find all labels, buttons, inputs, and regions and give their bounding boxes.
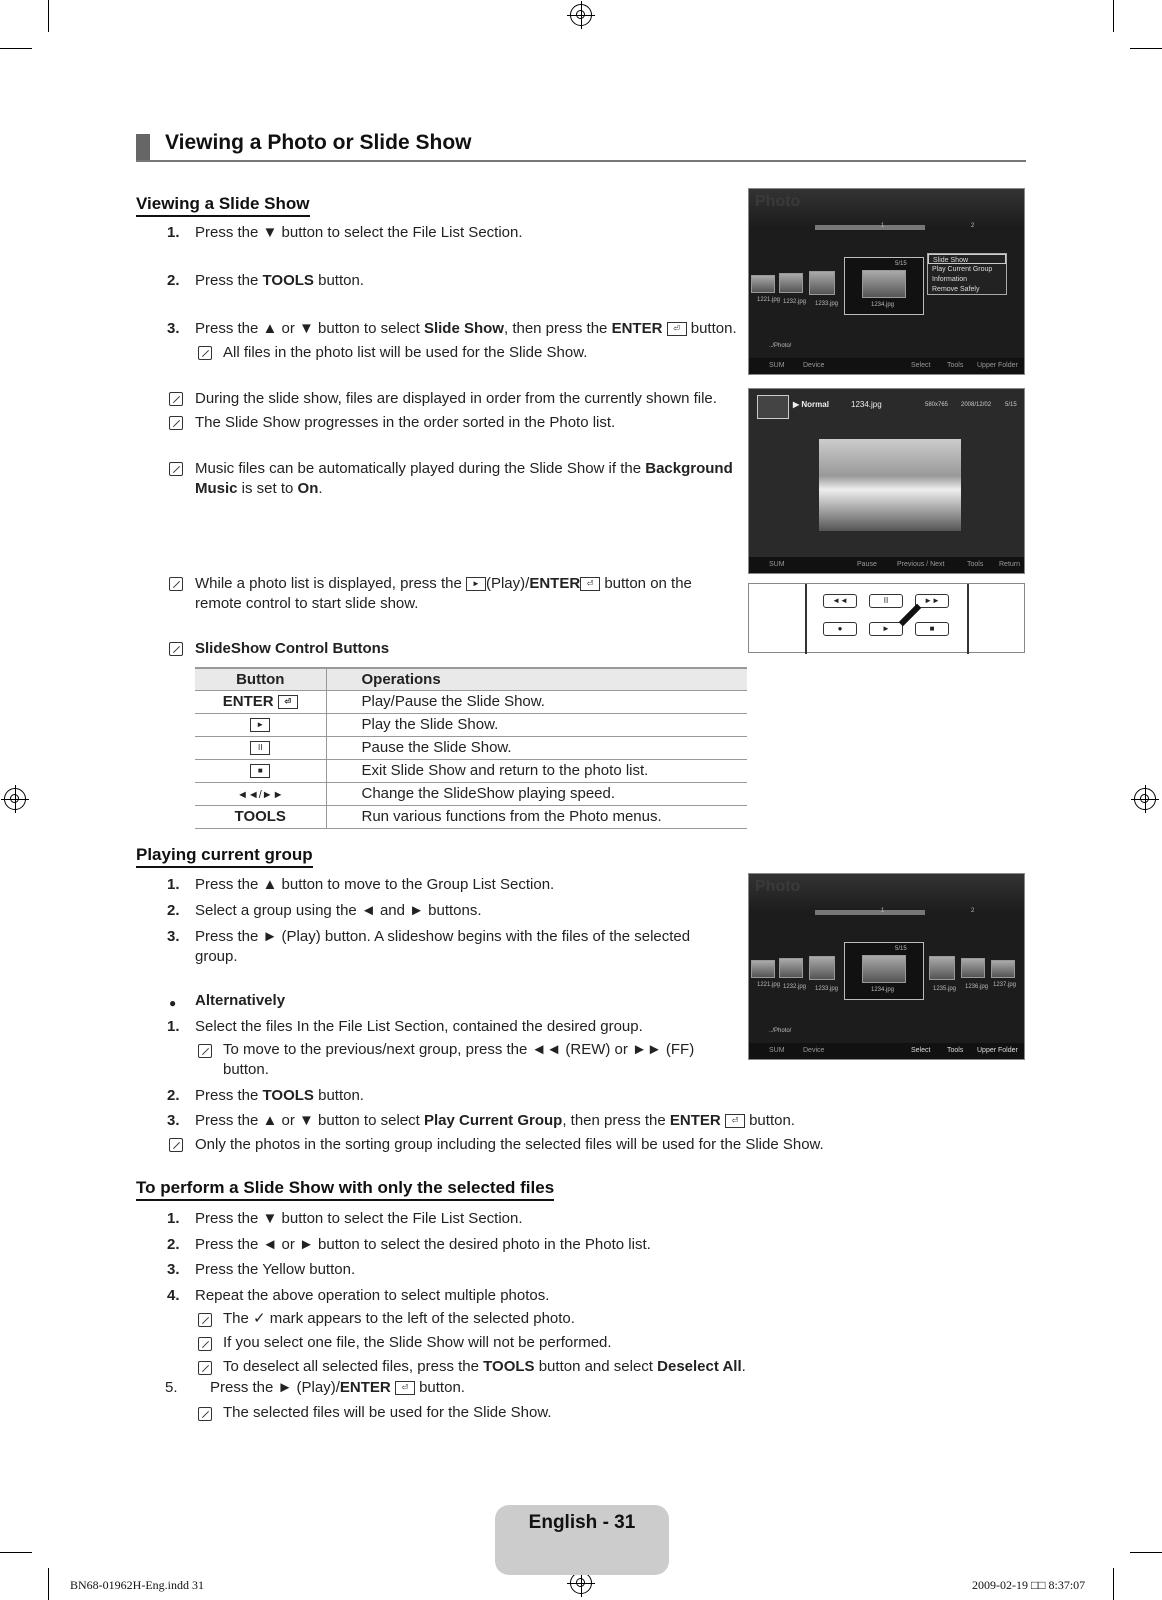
footer-tools: Tools: [947, 362, 964, 369]
resolution: 580x765: [925, 402, 949, 408]
screen-title: Photo: [755, 878, 801, 895]
footer-select: Select: [911, 1047, 931, 1054]
step-text: Press the ► (Play)/ENTER ⏎ button.: [210, 1379, 465, 1396]
ff-button: ►►: [915, 594, 949, 608]
note-text: The selected files will be used for the Slide Show.: [223, 1404, 552, 1421]
beach-photo: [819, 439, 961, 531]
note-icon: [169, 642, 183, 656]
step-number: 1.: [167, 224, 180, 241]
note-icon: [198, 1361, 212, 1375]
crop-mark: [1130, 1552, 1162, 1553]
page-number: English - 31: [528, 1512, 636, 1533]
photo-thumbnail[interactable]: [751, 960, 775, 978]
step-number: 2.: [167, 1087, 180, 1104]
step-text: Press the ◄ or ► button to select the desired photo in the Photo list.: [195, 1236, 651, 1253]
screen-footer: [749, 358, 1024, 374]
remote-control-illustration: [748, 583, 1025, 653]
enter-icon: ⏎: [278, 695, 298, 709]
slideshow-screen: [748, 388, 1025, 574]
photo-thumbnail[interactable]: [961, 958, 985, 978]
photo-filename: 1232.jpg: [783, 299, 807, 305]
step-text: Repeat the above operation to select multiple photos.: [195, 1287, 550, 1304]
play-button: ►: [869, 622, 903, 636]
section-heading-group: Playing current group: [136, 845, 313, 868]
group-bar: [815, 910, 925, 915]
note-icon: [198, 346, 212, 360]
step-number: 2.: [167, 272, 180, 289]
note-text: All files in the photo list will be used for the Slide Show.: [223, 344, 588, 361]
photo-thumbnail[interactable]: [809, 271, 835, 295]
crop-mark: [0, 48, 32, 49]
note-icon: [198, 1407, 212, 1421]
screen-footer: [749, 557, 1024, 573]
step-text: Select the files In the File List Section, contained the desired group.: [195, 1018, 643, 1035]
rew-button: ◄◄: [823, 594, 857, 608]
photo-filename: 1234.jpg: [871, 302, 895, 308]
note-text: If you select one file, the Slide Show will not be performed.: [223, 1334, 612, 1351]
note-text: To deselect all selected files, press the TOOLS button and select Deselect All.: [223, 1358, 746, 1375]
note-text: Only the photos in the sorting group including the selected files will be used for the Slide Show.: [195, 1136, 824, 1153]
crop-mark: [1113, 0, 1114, 32]
step-text: Press the ► (Play) button. A slideshow begins with the files of the selected group.: [195, 928, 691, 965]
print-slug-left: BN68-01962H-Eng.indd 31: [70, 1578, 204, 1592]
selected-photo-frame[interactable]: [844, 257, 924, 315]
current-file: 1234.jpg: [851, 400, 882, 409]
alternatively-label: Alternatively: [195, 992, 286, 1009]
menu-item-information[interactable]: Information: [932, 276, 968, 283]
step-number: 3.: [167, 1112, 180, 1129]
table-header: Button: [195, 668, 326, 690]
photo-thumbnail[interactable]: [991, 960, 1015, 978]
step-text: Press the TOOLS button.: [195, 1087, 364, 1104]
pause-icon: II: [250, 741, 270, 755]
play-icon: ►: [466, 577, 486, 591]
footer-sum: SUM: [769, 561, 785, 568]
step-number: 5.: [165, 1379, 178, 1396]
control-buttons-table: [195, 667, 747, 829]
photo-filename: 1236.jpg: [965, 984, 989, 990]
footer-return: Return: [999, 561, 1021, 568]
crop-mark: [48, 1568, 49, 1600]
table-cell-button: ENTER ⏎: [195, 690, 326, 713]
note-text: While a photo list is displayed, press the ► (Play)/ENTER ⏎ button on the remote control to start slide show.: [195, 575, 692, 612]
footer-upper-folder: Upper Folder: [977, 1047, 1018, 1054]
step-number: 2.: [167, 1236, 180, 1253]
table-cell-op: Change the SlideShow playing speed.: [326, 782, 747, 805]
footer-upper-folder: Upper Folder: [977, 362, 1018, 369]
stop-icon: ■: [250, 764, 270, 778]
photo-thumbnail[interactable]: [779, 273, 803, 293]
step-text: Press the Yellow button.: [195, 1261, 356, 1278]
photo-thumbnail[interactable]: [751, 275, 775, 293]
photo-list-screen: [748, 188, 1025, 375]
menu-item-slide-show[interactable]: Slide Show: [928, 254, 1006, 264]
enter-icon: ⏎: [580, 577, 600, 591]
table-cell-op: Run various functions from the Photo menus.: [326, 805, 747, 828]
footer-prev-next: Previous / Next: [897, 561, 945, 568]
footer-tools: Tools: [947, 1047, 964, 1054]
step-text: Press the ▲ or ▼ button to select Slide Show, then press the ENTER ⏎ button.: [195, 320, 737, 337]
screen-title: Photo: [755, 193, 801, 210]
photo-thumbnail[interactable]: [929, 956, 955, 980]
rew-ff-icon: ◄◄/►►: [236, 789, 284, 801]
crop-mark: [1113, 1568, 1114, 1600]
note-text: The ✓ mark appears to the left of the selected photo.: [223, 1310, 575, 1327]
step-text: Press the ▼ button to select the File List Section.: [195, 224, 523, 241]
note-icon: [169, 1138, 183, 1152]
footer-sum: SUM: [769, 362, 785, 369]
footer-select: Select: [911, 362, 931, 369]
enter-icon: ⏎: [725, 1114, 745, 1128]
photo-thumbnail: [862, 270, 906, 298]
photo-filename: 1221.jpg: [757, 297, 781, 303]
tools-menu: [927, 253, 1007, 295]
registration-mark-icon: [570, 1572, 592, 1594]
note-icon: [169, 416, 183, 430]
play-icon: ►: [250, 718, 270, 732]
step-number: 1.: [167, 1210, 180, 1227]
group-list-screen: [748, 873, 1025, 1060]
print-slug-right: 2009-02-19 □□ 8:37:07: [972, 1578, 1086, 1592]
note-icon: [198, 1337, 212, 1351]
step-number: 2.: [167, 902, 180, 919]
footer-device: Device: [803, 1047, 825, 1054]
photo-thumbnail[interactable]: [779, 958, 803, 978]
group-number: 2: [971, 223, 975, 229]
menu-item-play-current-group[interactable]: Play Current Group: [932, 266, 993, 273]
footer-sum: SUM: [769, 1047, 785, 1054]
folder-path: ../Photo/: [769, 343, 792, 349]
photo-filename: 1234.jpg: [871, 987, 895, 993]
registration-mark-icon: [570, 4, 592, 26]
step-number: 3.: [167, 1261, 180, 1278]
table-header-row: [195, 668, 747, 690]
registration-mark-icon: [1134, 788, 1156, 810]
table-header: Operations: [326, 668, 747, 690]
table-cell-button: [195, 713, 326, 736]
enter-icon: ⏎: [667, 322, 687, 336]
crop-mark: [48, 0, 49, 32]
enter-icon: ⏎: [395, 1381, 415, 1395]
photo-date: 2008/12/02: [961, 402, 992, 408]
table-cell-button: [195, 782, 326, 805]
note-icon: [198, 1044, 212, 1058]
table-cell-op: Play the Slide Show.: [326, 713, 747, 736]
selected-photo-frame[interactable]: [844, 942, 924, 1000]
step-number: 3.: [167, 320, 180, 337]
table-cell-op: Pause the Slide Show.: [326, 736, 747, 759]
photo-thumbnail[interactable]: [809, 956, 835, 980]
remote-note-icon: [169, 577, 183, 591]
title-accent-bar: [136, 134, 150, 161]
bullet: ●: [169, 996, 177, 1010]
step-number: 3.: [167, 928, 180, 945]
step-number: 1.: [167, 876, 180, 893]
step-number: 1.: [167, 1018, 180, 1035]
photo-filename: 1233.jpg: [815, 986, 839, 992]
table-cell-button: [195, 759, 326, 782]
photo-thumbnail: [862, 955, 906, 983]
note-text: To move to the previous/next group, press the ◄◄ (REW) or ►► (FF) button.: [223, 1041, 695, 1078]
table-caption: SlideShow Control Buttons: [195, 640, 390, 657]
slideshow-icon: [757, 395, 789, 419]
crop-mark: [0, 1552, 32, 1553]
step-number: 4.: [167, 1287, 180, 1304]
photo-filename: 1221.jpg: [757, 982, 781, 988]
table-row: [195, 736, 747, 759]
table-row: [195, 690, 747, 713]
note-text: During the slide show, files are displayed in order from the currently shown file.: [195, 390, 717, 407]
menu-item-remove-safely[interactable]: Remove Safely: [932, 286, 980, 293]
photo-filename: 1237.jpg: [993, 982, 1017, 988]
folder-path: ../Photo/: [769, 1028, 792, 1034]
note-icon: [169, 462, 183, 476]
photo-filename: 1235.jpg: [933, 986, 957, 992]
record-button: ●: [823, 622, 857, 636]
registration-mark-icon: [4, 788, 26, 810]
section-heading-selected: To perform a Slide Show with only the selected files: [136, 1178, 554, 1201]
step-text: Press the ▲ button to move to the Group List Section.: [195, 876, 555, 893]
note-text: Music files can be automatically played during the Slide Show if the Background Music is set to On.: [195, 460, 733, 497]
play-mode: ▶ Normal: [793, 400, 829, 409]
table-row: [195, 782, 747, 805]
section-heading-slideshow: Viewing a Slide Show: [136, 194, 310, 217]
table-cell-button: TOOLS: [195, 805, 326, 828]
footer-tools: Tools: [967, 561, 984, 568]
table-row: [195, 805, 747, 828]
step-text: Press the TOOLS button.: [195, 272, 364, 289]
table-cell-button: [195, 736, 326, 759]
note-icon: [198, 1313, 212, 1327]
group-number: 1: [881, 908, 885, 914]
table-row: [195, 713, 747, 736]
note-icon: [169, 392, 183, 406]
screen-footer: [749, 1043, 1024, 1059]
table-row: [195, 759, 747, 782]
note-text: The Slide Show progresses in the order sorted in the Photo list.: [195, 414, 616, 431]
step-text: Press the ▲ or ▼ button to select Play Current Group, then press the ENTER ⏎ button.: [195, 1112, 795, 1129]
photo-counter: 5/15: [895, 946, 907, 952]
stop-button: ■: [915, 622, 949, 636]
step-text: Press the ▼ button to select the File List Section.: [195, 1210, 523, 1227]
pause-button: II: [869, 594, 903, 608]
group-bar: [815, 225, 925, 230]
photo-filename: 1233.jpg: [815, 301, 839, 307]
group-number: 1: [881, 223, 885, 229]
title-divider: [136, 160, 1026, 162]
footer-pause: Pause: [857, 561, 877, 568]
table-cell-op: Exit Slide Show and return to the photo list.: [326, 759, 747, 782]
page-title: Viewing a Photo or Slide Show: [165, 131, 472, 154]
group-number: 2: [971, 908, 975, 914]
photo-counter: 5/15: [1005, 402, 1017, 408]
photo-counter: 5/15: [895, 261, 907, 267]
table-cell-op: Play/Pause the Slide Show.: [326, 690, 747, 713]
photo-filename: 1232.jpg: [783, 984, 807, 990]
footer-device: Device: [803, 362, 825, 369]
step-text: Select a group using the ◄ and ► buttons.: [195, 902, 482, 919]
crop-mark: [1130, 48, 1162, 49]
